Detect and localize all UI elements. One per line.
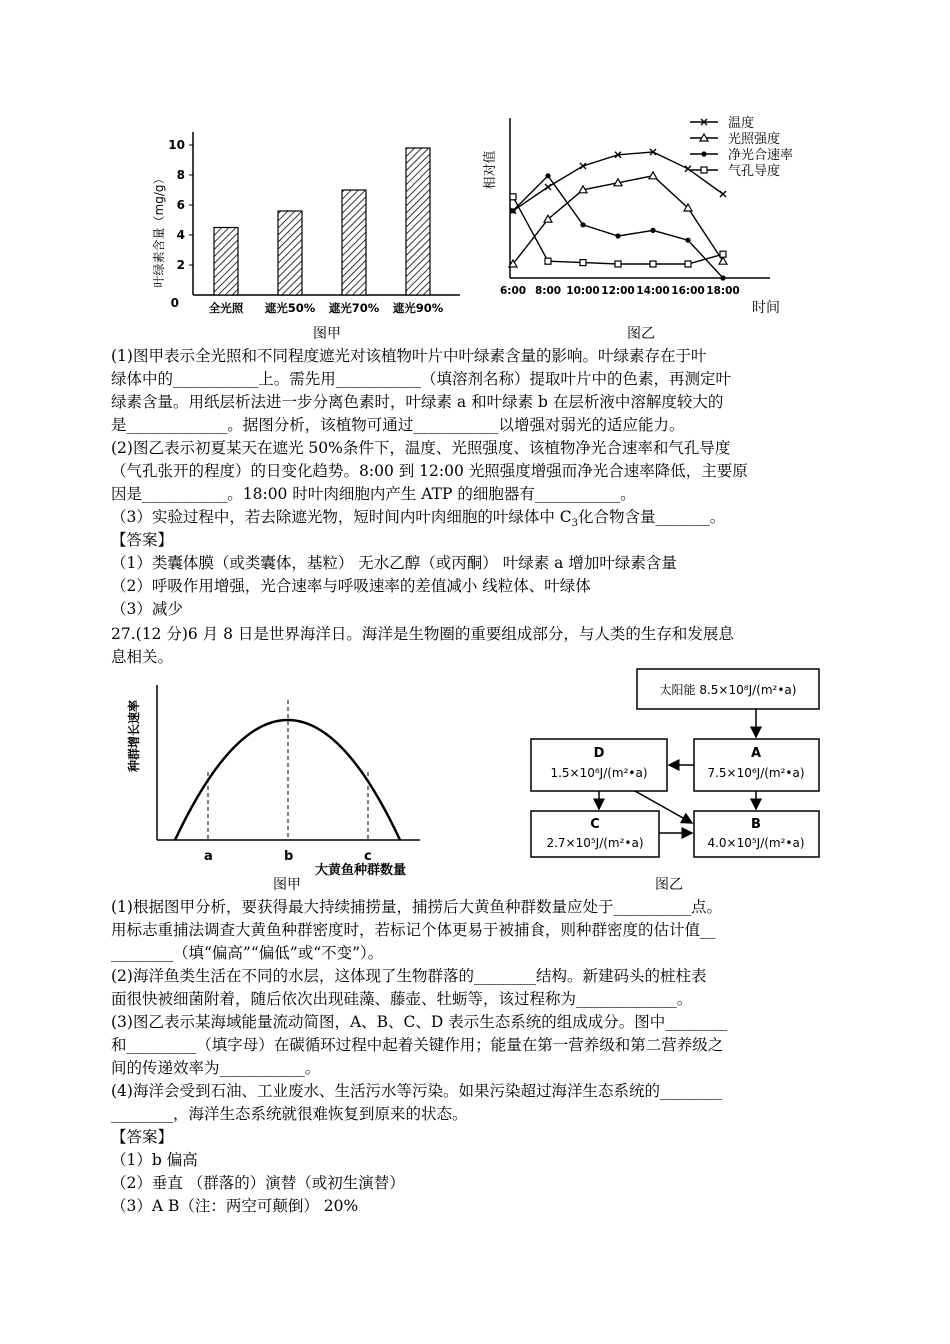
point	[685, 261, 691, 267]
box-b-label: B	[751, 817, 761, 832]
chlorophyll-bar-chart	[151, 132, 460, 315]
bar	[278, 211, 302, 295]
q27-line-3: (1)根据图甲分析，要获得最大持续捕捞量，捕捞后大黄鱼种群数量应处于__________点。	[111, 898, 722, 916]
q26-line-5: (2)图乙表示初夏某天在遮光 50%条件下，温度、光照强度、该植物净光合速率和气孔导度	[111, 439, 731, 457]
x-axis-label: 时间	[752, 300, 780, 316]
legend-label: 光照强度	[728, 132, 781, 147]
x-tick-label: 18:00	[706, 285, 740, 297]
q27-line-11: (4)海洋会受到石油、工业废水、生活污水等污染。如果污染超过海洋生态系统的________	[111, 1082, 722, 1100]
x-tick-label: 6:00	[499, 285, 527, 297]
q26-line-8-b: 化合物含量_______。	[578, 508, 726, 526]
y-axis-label: 叶绿素含量（mg/g）	[152, 172, 166, 288]
point	[650, 228, 655, 233]
q26-line-8-a: （3）实验过程中，若去除遮光物，短时间内叶肉细胞的叶绿体中 C	[111, 508, 572, 526]
point	[510, 194, 516, 200]
q27-line-5: ________（填“偏高”“偏低”或“不变”）。	[111, 944, 384, 962]
q27-line-9: 和_________（填字母）在碳循环过程中起着关键作用；能量在第一营养级和第二营养级之	[111, 1036, 724, 1054]
y-axis-label: 种群增长速率	[127, 699, 141, 773]
q26-line-4: 是_____________。据图分析，该植物可通过___________以增强对弱光的适应能力。	[111, 416, 685, 434]
q27-answer-3: （3）A B（注：两空可颠倒） 20%	[111, 1197, 359, 1215]
y-tick-label: 4	[176, 228, 185, 242]
box-c-value: 2.7×10⁵J/(m²•a)	[546, 836, 644, 850]
point	[701, 151, 706, 156]
x-axis-label: 大黄鱼种群数量	[315, 863, 407, 878]
point-a-label: a	[204, 849, 213, 864]
y-tick-label: 0	[170, 296, 179, 310]
point	[545, 173, 550, 178]
bar	[406, 148, 430, 295]
q26-line-1: (1)图甲表示全光照和不同程度遮光对该植物叶片中叶绿素含量的影响。叶绿素存在于叶	[111, 347, 707, 365]
q26-line-6: （气孔张开的程度）的日变化趋势。8:00 到 12:00 光照强度增强而净光合速率降低，主要原	[111, 462, 748, 480]
x-tick-label: 遮光70%	[328, 301, 380, 315]
y-axis-label: 相对值	[483, 150, 498, 190]
y-tick-label: 2	[176, 258, 185, 272]
point	[580, 222, 585, 227]
box-d-value: 1.5×10⁶J/(m²•a)	[550, 766, 648, 780]
x-tick-label: 16:00	[671, 285, 705, 297]
q26-line-2: 绿体中的___________上。需先用___________（填溶剂名称）提取叶片中的色素，再测定叶	[111, 370, 732, 388]
q27-line-10: 间的传递效率为___________。	[111, 1059, 321, 1077]
point	[685, 166, 691, 172]
x-tick-label: 8:00	[534, 285, 562, 297]
chart-a-figure	[145, 120, 475, 330]
point	[545, 184, 551, 190]
q27-line-12: ________，海洋生态系统就很难恢复到原来的状态。	[111, 1105, 468, 1123]
c3-subscript: 3	[571, 518, 579, 530]
bar	[342, 190, 366, 295]
q27-answer-2: （2）垂直 （群落的）演替（或初生演替）	[111, 1174, 405, 1192]
daily-variation-line-chart	[482, 115, 793, 316]
point-c-label: c	[364, 849, 372, 864]
q27-line-6: (2)海洋鱼类生活在不同的水层，这体现了生物群落的________结构。新建码头的桩柱表	[111, 967, 707, 985]
point	[720, 251, 726, 257]
x-tick-label: 14:00	[636, 285, 670, 297]
point	[649, 172, 657, 179]
q26-answer-1: （1）类囊体膜（或类囊体，基粒） 无水乙醇（或丙酮） 叶绿素 a 增加叶绿素含量	[111, 554, 677, 572]
chart-b-figure	[480, 110, 810, 325]
q27-answer-1: （1）b 偏高	[111, 1151, 198, 1169]
legend-label: 气孔导度	[728, 164, 781, 179]
legend-label: 净光合速率	[728, 148, 794, 163]
q26-answer-heading: 【答案】	[111, 531, 174, 549]
x-tick-label: 12:00	[601, 285, 635, 297]
q26-line-3: 绿素含量。用纸层析法进一步分离色素时，叶绿素 a 和叶绿素 b 在层析液中溶解度较大的	[111, 393, 724, 411]
point	[685, 238, 690, 243]
point	[720, 275, 725, 280]
point	[720, 191, 726, 197]
bar	[214, 228, 238, 296]
q27-line-7: 面很快被细菌附着，随后依次出现硅藻、藤壶、牡蛎等，该过程称为_____________。	[111, 990, 693, 1008]
box-c-label: C	[590, 817, 600, 832]
series-line	[513, 197, 723, 264]
y-tick-label: 6	[176, 198, 185, 212]
q27-answer-heading: 【答案】	[111, 1128, 174, 1146]
y-tick-label: 8	[176, 168, 185, 182]
point-b-label: b	[284, 849, 294, 864]
q27-line-2: 息相关。	[111, 648, 174, 666]
figure-caption-a-2: 图甲	[273, 877, 301, 893]
figure-caption-b-2: 图乙	[655, 877, 683, 893]
point	[650, 261, 656, 267]
x-tick-label: 遮光90%	[392, 301, 444, 315]
figure-caption-b: 图乙	[627, 326, 655, 342]
x-tick-label: 10:00	[566, 285, 600, 297]
y-tick-label: 10	[168, 138, 185, 152]
x-tick-label: 遮光50%	[264, 301, 316, 315]
q27-line-8: (3)图乙表示某海域能量流动简图，A、B、C、D 表示生态系统的组成成分。图中________	[111, 1013, 728, 1031]
figure-caption-a: 图甲	[313, 326, 341, 342]
box-a-value: 7.5×10⁶J/(m²•a)	[707, 766, 805, 780]
q27-line-1: 27.(12 分)6 月 8 日是世界海洋日。海洋是生物圈的重要组成部分，与人类的生存和发展息	[111, 625, 734, 643]
point	[615, 233, 620, 238]
q26-line-7: 因是___________。18:00 时叶肉细胞内产生 ATP 的细胞器有___________。	[111, 485, 636, 503]
point	[701, 167, 707, 173]
box-d-label: D	[593, 746, 605, 761]
point	[580, 260, 586, 266]
point	[545, 258, 551, 264]
sun-text: 太阳能 8.5×10⁸J/(m²•a)	[659, 683, 797, 697]
x-tick-label: 全光照	[208, 301, 244, 315]
q27-line-4: 用标志重捕法调查大黄鱼种群密度时，若标记个体更易于被捕食，则种群密度的估计值__	[111, 921, 716, 939]
box-b-value: 4.0×10⁵J/(m²•a)	[707, 836, 805, 850]
population-growth-figure	[127, 680, 430, 880]
q26-line-8	[111, 506, 725, 535]
box-a-label: A	[750, 746, 762, 761]
point	[510, 208, 515, 213]
q26-answer-2: （2）呼吸作用增强，光合速率与呼吸速率的差值减小 线粒体、叶绿体	[111, 577, 591, 595]
energy-flow-diagram	[525, 665, 830, 865]
q26-answer-3: （3）减少	[111, 600, 183, 618]
legend-label: 温度	[728, 116, 755, 131]
point	[719, 257, 727, 264]
point	[615, 261, 621, 267]
